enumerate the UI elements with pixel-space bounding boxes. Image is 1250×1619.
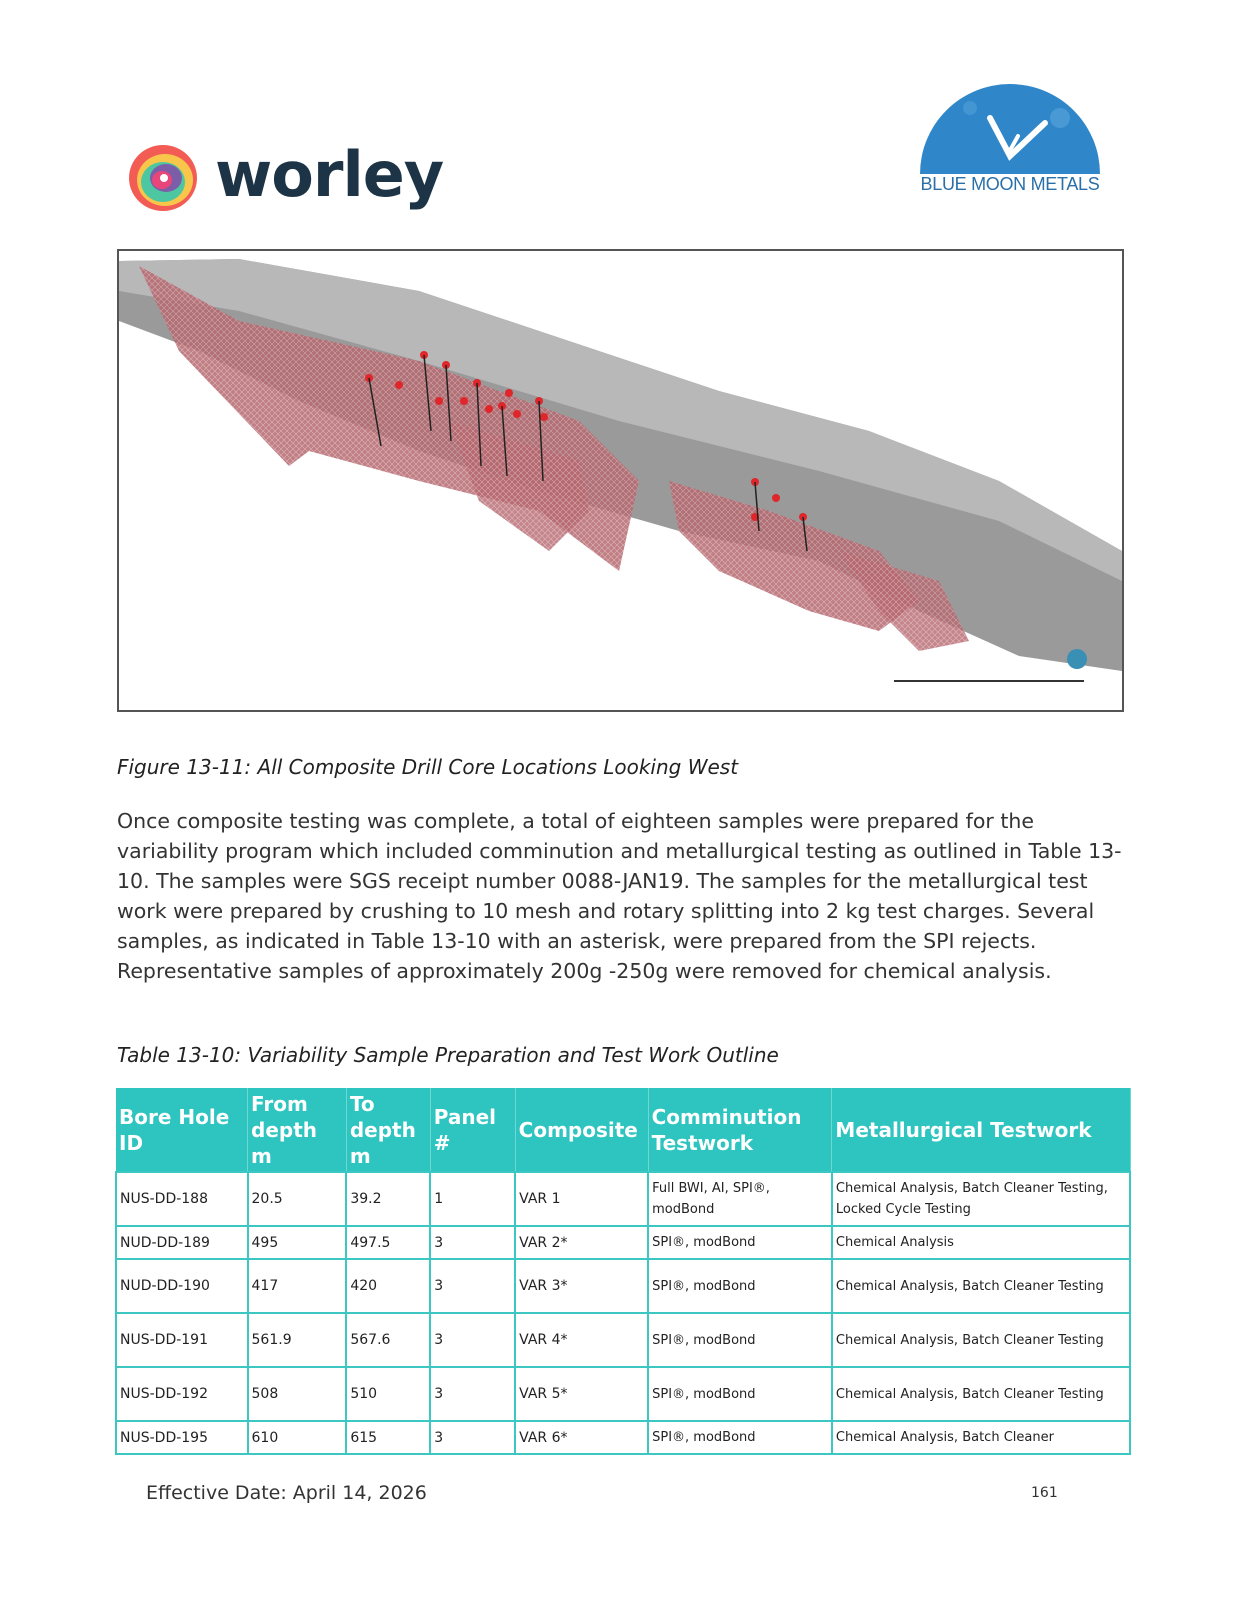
table-row — [116, 1421, 1130, 1454]
cell-from-depth: 610 — [248, 1421, 347, 1454]
cell-bore-hole-id: NUS-DD-188 — [116, 1172, 248, 1226]
cell-comminution: SPI®, modBond — [648, 1313, 832, 1367]
cell-panel: 3 — [430, 1421, 515, 1454]
cell-comminution: SPI®, modBond — [648, 1226, 832, 1259]
cell-metallurgical: Chemical Analysis, Batch Cleaner Testing — [832, 1367, 1130, 1421]
cell-bore-hole-id: NUD-DD-190 — [116, 1259, 248, 1313]
cell-comminution: Full BWI, AI, SPI®, modBond — [648, 1172, 832, 1226]
header-to-depth: To depth m — [346, 1088, 430, 1172]
table-row — [116, 1226, 1130, 1259]
blue-moon-metals-logo — [910, 78, 1110, 208]
table-row — [116, 1313, 1130, 1367]
cell-metallurgical: Chemical Analysis — [832, 1226, 1130, 1259]
drill-core-figure — [117, 249, 1124, 712]
blue-moon-metals-wordmark: BLUE MOON METALS — [920, 174, 1100, 194]
cell-to-depth: 510 — [346, 1367, 430, 1421]
cell-comminution: SPI®, modBond — [648, 1367, 832, 1421]
cell-panel: 3 — [430, 1226, 515, 1259]
header-from-depth: From depth m — [248, 1088, 347, 1172]
cell-panel: 3 — [430, 1313, 515, 1367]
cell-to-depth: 567.6 — [346, 1313, 430, 1367]
cell-bore-hole-id: NUS-DD-191 — [116, 1313, 248, 1367]
worley-logo — [125, 138, 445, 218]
cell-composite: VAR 2* — [515, 1226, 648, 1259]
cell-bore-hole-id: NUS-DD-192 — [116, 1367, 248, 1421]
variability-table — [115, 1088, 1131, 1455]
cell-from-depth: 20.5 — [248, 1172, 347, 1226]
drill-core-section-image — [119, 251, 1122, 710]
effective-date: Effective Date: April 14, 2026 — [146, 1482, 427, 1504]
figure-caption: Figure 13-11: All Composite Drill Core Locations Looking West — [117, 755, 739, 779]
cell-from-depth: 561.9 — [248, 1313, 347, 1367]
cell-comminution: SPI®, modBond — [648, 1421, 832, 1454]
cell-composite: VAR 5* — [515, 1367, 648, 1421]
cell-from-depth: 495 — [248, 1226, 347, 1259]
cell-panel: 3 — [430, 1259, 515, 1313]
cell-from-depth: 417 — [248, 1259, 347, 1313]
cell-bore-hole-id: NUS-DD-195 — [116, 1421, 248, 1454]
cell-metallurgical: Chemical Analysis, Batch Cleaner Testing — [832, 1313, 1130, 1367]
cell-from-depth: 508 — [248, 1367, 347, 1421]
moon-icon — [910, 78, 1110, 174]
header-panel: Panel # — [430, 1088, 515, 1172]
cell-to-depth: 420 — [346, 1259, 430, 1313]
cell-composite: VAR 3* — [515, 1259, 648, 1313]
header-comminution-testwork: Comminution Testwork — [648, 1088, 832, 1172]
cell-to-depth: 39.2 — [346, 1172, 430, 1226]
cell-metallurgical: Chemical Analysis, Batch Cleaner Testing — [832, 1259, 1130, 1313]
cell-metallurgical: Chemical Analysis, Batch Cleaner Testing, Locked Cycle Testing — [832, 1172, 1130, 1226]
cell-to-depth: 497.5 — [346, 1226, 430, 1259]
table-row — [116, 1172, 1130, 1226]
cell-composite: VAR 1 — [515, 1172, 648, 1226]
page-number: 161 — [1031, 1485, 1058, 1501]
worley-wordmark: worley — [215, 138, 444, 211]
table-header-row — [116, 1088, 1130, 1172]
cell-composite: VAR 4* — [515, 1313, 648, 1367]
cell-panel: 3 — [430, 1367, 515, 1421]
table-row — [116, 1259, 1130, 1313]
cell-to-depth: 615 — [346, 1421, 430, 1454]
cell-bore-hole-id: NUD-DD-189 — [116, 1226, 248, 1259]
header-metallurgical-testwork: Metallurgical Testwork — [832, 1088, 1130, 1172]
header-bore-hole-id: Bore Hole ID — [116, 1088, 248, 1172]
table-row — [116, 1367, 1130, 1421]
cell-panel: 1 — [430, 1172, 515, 1226]
body-paragraph: Once composite testing was complete, a total of eighteen samples were prepared for the variability program which included comminution and metallurgical testing as outlined in Table 13-10. The samples were SGS receipt number 0088-JAN19. The samples for the metallurgical test work were prepared by crushing to 10 mesh and rotary splitting into 2 kg test charges. Several samples, as indicated in Table 13-10 with an asterisk, were prepared from the SPI rejects. Representative samples of approximately 200g -250g were removed for chemical analysis. — [117, 809, 1122, 983]
table-caption: Table 13-10: Variability Sample Preparation and Test Work Outline — [117, 1043, 779, 1067]
cell-composite: VAR 6* — [515, 1421, 648, 1454]
cell-comminution: SPI®, modBond — [648, 1259, 832, 1313]
header-composite: Composite — [515, 1088, 648, 1172]
cell-metallurgical: Chemical Analysis, Batch Cleaner — [832, 1421, 1130, 1454]
worley-swirl-icon — [125, 138, 205, 218]
